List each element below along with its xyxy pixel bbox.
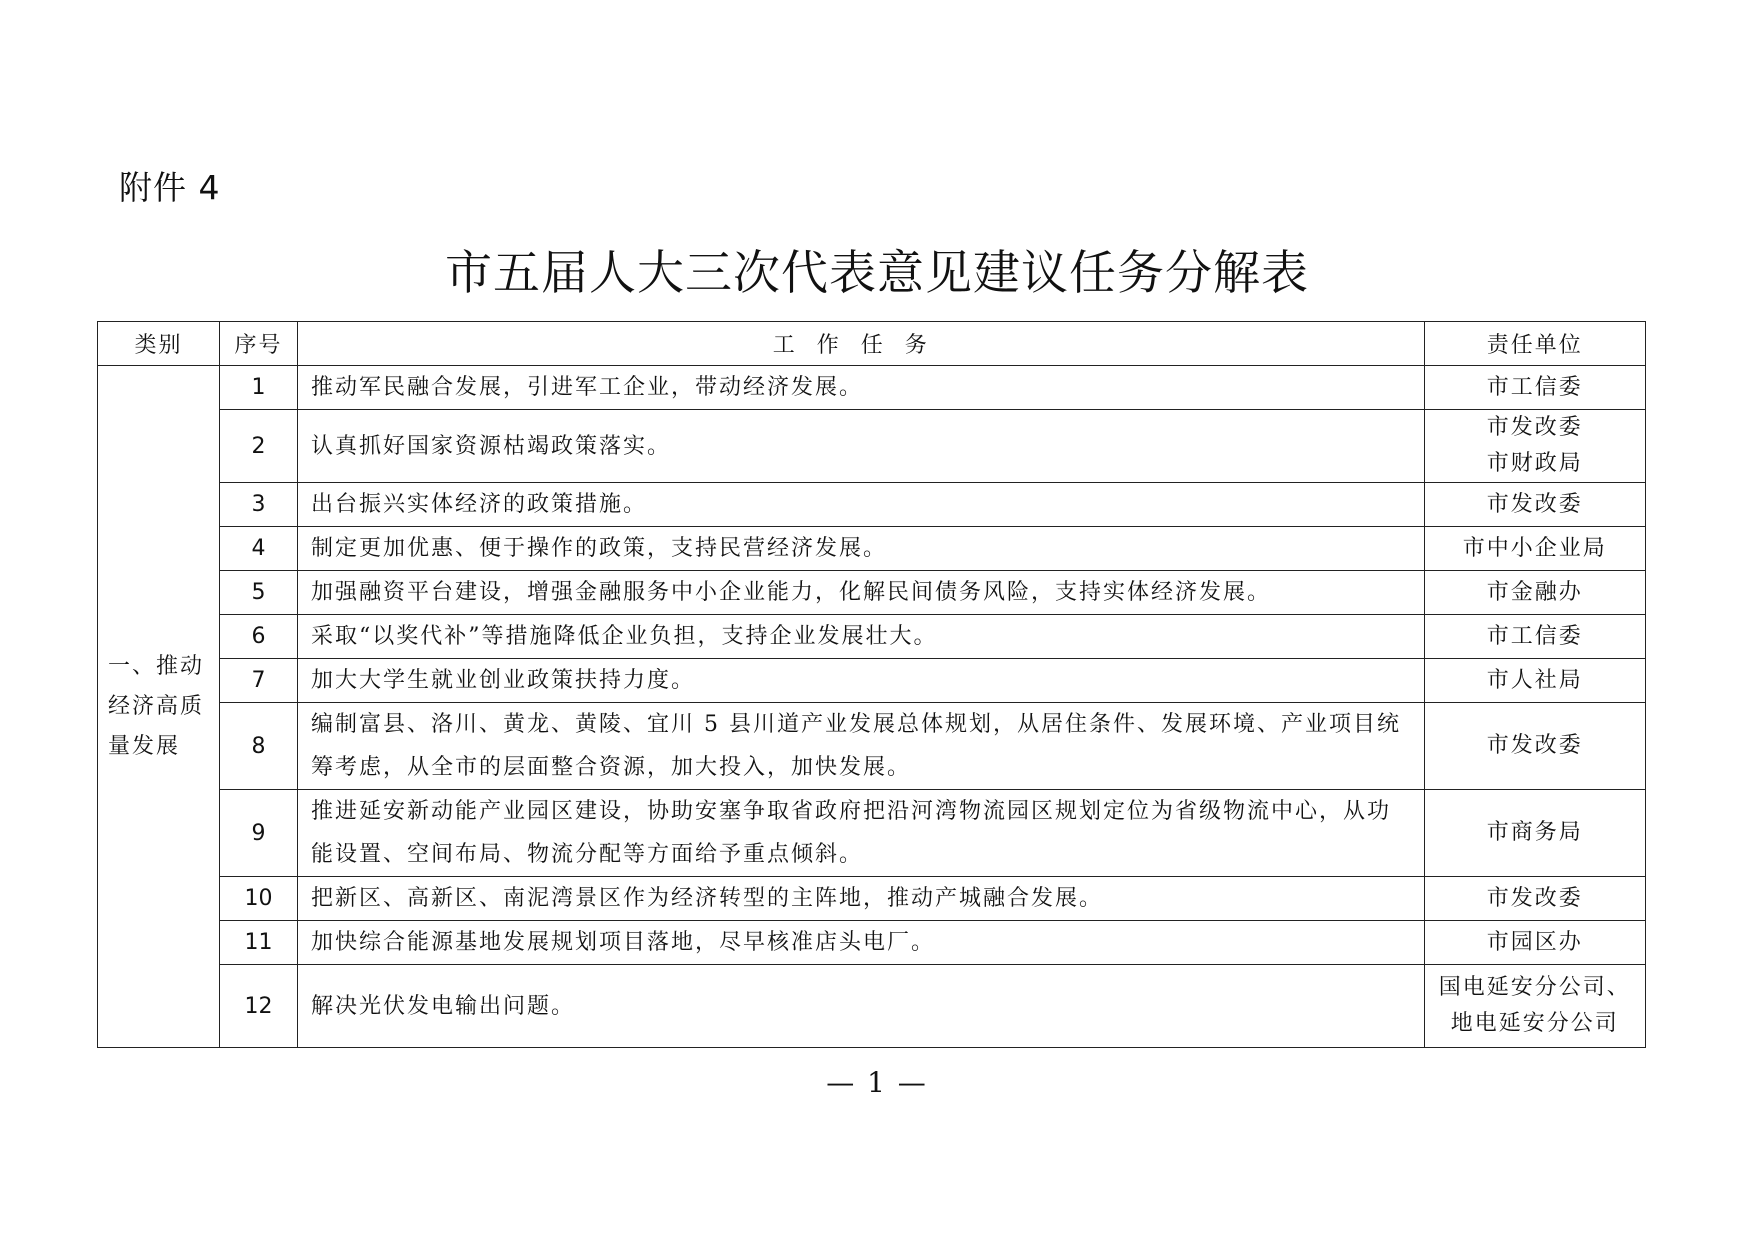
attachment-label: 附件 4 [119,168,221,207]
header-category: 类别 [98,322,220,366]
unit-line: 市发改委 [1486,733,1583,758]
row-seq: 2 [220,410,298,483]
unit-line: 市发改委 [1486,885,1583,911]
row-task: 出台振兴实体经济的政策措施。 [297,483,1424,527]
row-task: 制定更加优惠、便于操作的政策，支持民营经济发展。 [297,527,1424,571]
unit-line: 市中小企业局 [1462,535,1607,561]
category-cell: 一、推动经济高质量发展 [98,366,220,1048]
row-seq: 4 [220,527,298,571]
row-seq: 3 [220,483,298,527]
row-unit [1424,877,1645,921]
table-row [98,877,1646,921]
table-row [98,659,1646,703]
unit-line: 市人社局 [1486,667,1583,693]
unit-line: 国电延安分公司、 [1438,975,1631,1000]
table-row [98,790,1646,877]
table-row [98,366,1646,410]
row-unit [1424,410,1645,483]
row-task: 加快综合能源基地发展规划项目落地，尽早核准店头电厂。 [297,921,1424,965]
header-task: 工作任务 [297,322,1424,366]
table-row [98,483,1646,527]
row-task: 推进延安新动能产业园区建设，协助安塞争取省政府把沿河湾物流园区规划定位为省级物流中心，从功能设置、空间布局、物流分配等方面给予重点倾斜。 [297,790,1424,877]
row-unit [1424,483,1645,527]
unit-line: 市发改委 [1486,491,1583,517]
table-row [98,615,1646,659]
page-number: — 1 — [826,1066,928,1099]
row-task: 编制富县、洛川、黄龙、黄陵、宜川 5 县川道产业发展总体规划，从居住条件、发展环境、产业项目统筹考虑，从全市的层面整合资源，加大投入，加快发展。 [297,703,1424,790]
row-task: 加强融资平台建设，增强金融服务中小企业能力，化解民间债务风险，支持实体经济发展。 [297,571,1424,615]
row-seq: 1 [220,366,298,410]
table-row [98,965,1646,1048]
unit-line: 市商务局 [1486,820,1583,845]
row-unit [1424,965,1645,1048]
row-task: 把新区、高新区、南泥湾景区作为经济转型的主阵地，推动产城融合发展。 [297,877,1424,921]
row-unit [1424,921,1645,965]
row-task: 采取“以奖代补”等措施降低企业负担，支持企业发展壮大。 [297,615,1424,659]
table-row [98,703,1646,790]
row-task: 推动军民融合发展，引进军工企业，带动经济发展。 [297,366,1424,410]
row-task: 认真抓好国家资源枯竭政策落实。 [297,410,1424,483]
row-seq: 7 [220,659,298,703]
row-unit [1424,790,1645,877]
unit-line: 市发改委 [1486,415,1583,440]
table-row [98,527,1646,571]
table-body [98,366,1646,1048]
table-row [98,571,1646,615]
unit-line: 市工信委 [1486,623,1583,649]
row-task: 解决光伏发电输出问题。 [297,965,1424,1048]
row-seq: 9 [220,790,298,877]
row-seq: 5 [220,571,298,615]
unit-line: 地电延安分公司 [1450,1011,1619,1036]
row-seq: 11 [220,921,298,965]
table-row [98,921,1646,965]
header-seq: 序号 [220,322,298,366]
row-seq: 6 [220,615,298,659]
unit-line: 市金融办 [1486,579,1583,605]
row-unit [1424,659,1645,703]
row-unit [1424,571,1645,615]
row-seq: 10 [220,877,298,921]
row-unit [1424,703,1645,790]
row-task: 加大大学生就业创业政策扶持力度。 [297,659,1424,703]
row-seq: 8 [220,703,298,790]
header-unit: 责任单位 [1424,322,1645,366]
unit-line: 市财政局 [1486,451,1583,476]
unit-line: 市园区办 [1486,929,1583,955]
row-unit [1424,615,1645,659]
table-row [98,410,1646,483]
unit-line: 市工信委 [1486,374,1583,400]
row-unit [1424,527,1645,571]
document-title: 市五届人大三次代表意见建议任务分解表 [445,246,1309,301]
table-header-row [98,322,1646,366]
row-unit [1424,366,1645,410]
row-seq: 12 [220,965,298,1048]
task-decomposition-table [97,321,1646,1048]
